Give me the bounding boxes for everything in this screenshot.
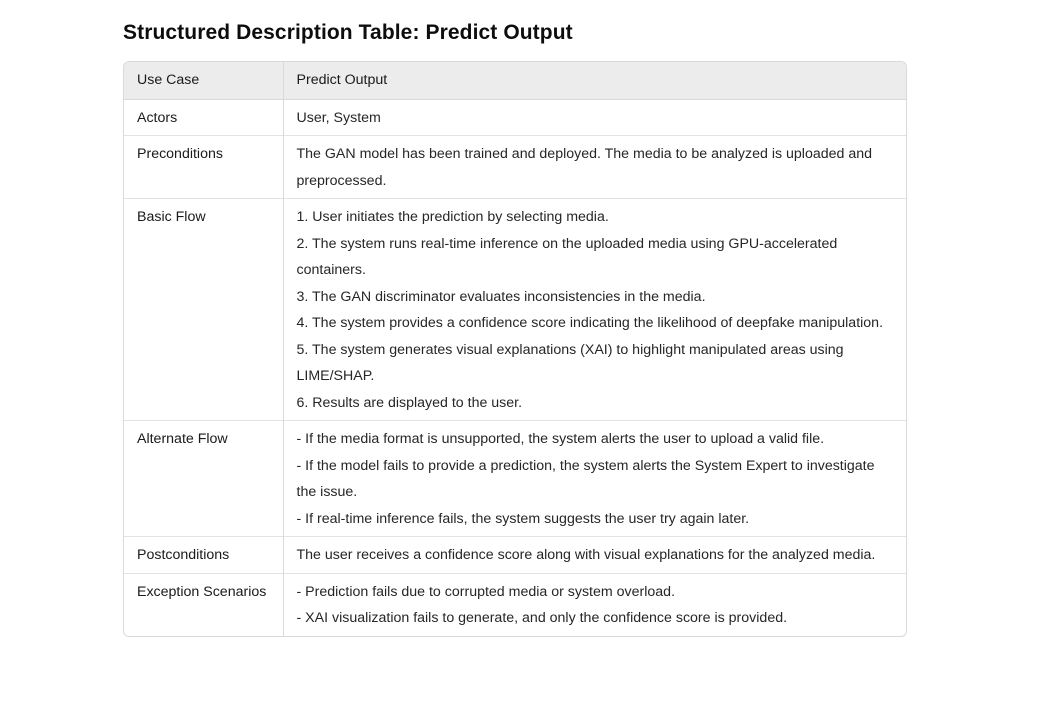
row-label-postconditions: Postconditions: [124, 537, 283, 574]
description-table: [123, 61, 907, 637]
table-row: [124, 136, 906, 199]
row-value-alternate-flow: [283, 421, 906, 537]
row-value-postconditions: [283, 537, 906, 574]
value-line: The GAN model has been trained and deployed. The media to be analyzed is uploaded and preprocessed.: [296, 146, 873, 189]
table-header-row: [124, 62, 906, 99]
value-line: - Prediction fails due to corrupted media or system overload.: [296, 583, 676, 600]
row-label-alternate-flow: Alternate Flow: [124, 421, 283, 537]
value-line: 4. The system provides a confidence score indicating the likelihood of deepfake manipulation.: [296, 315, 884, 331]
table-row: [124, 421, 906, 537]
table-row: [124, 537, 906, 574]
column-header-use-case: Use Case: [124, 62, 283, 99]
row-value-basic-flow: [283, 199, 906, 421]
value-line: - XAI visualization fails to generate, and only the confidence score is provided.: [296, 610, 788, 626]
table-row: [124, 573, 906, 636]
row-value-exception-scenarios: [283, 573, 906, 636]
value-line: - If the media format is unsupported, the system alerts the user to upload a valid file.: [296, 431, 825, 447]
row-label-exception-scenarios: Exception Scenarios: [124, 573, 283, 636]
value-line: 2. The system runs real-time inference on the uploaded media using GPU-accelerated containers.: [296, 235, 838, 278]
column-header-predict-output: Predict Output: [283, 62, 906, 99]
value-line: 6. Results are displayed to the user.: [296, 394, 523, 411]
row-label-actors: Actors: [137, 109, 178, 126]
row-value-preconditions: [283, 136, 906, 199]
value-line: - If real-time inference fails, the system suggests the user try again later.: [296, 510, 750, 527]
row-value-actors: [283, 99, 906, 136]
value-line: The user receives a confidence score along with visual explanations for the analyzed media.: [296, 547, 876, 563]
table-row: [124, 99, 906, 136]
value-line: 5. The system generates visual explanations (XAI) to highlight manipulated areas using LIME/SHAP.: [296, 341, 844, 384]
row-label-basic-flow: Basic Flow: [124, 199, 283, 421]
value-line: 1. User initiates the prediction by selecting media.: [296, 209, 609, 225]
row-label-preconditions: Preconditions: [124, 136, 283, 199]
value-line: User, System: [296, 109, 381, 126]
page-title: Structured Description Table: Predict Output: [123, 21, 573, 44]
value-line: - If the model fails to provide a prediction, the system alerts the System Expert to investigate the issue.: [296, 457, 875, 500]
value-line: 3. The GAN discriminator evaluates inconsistencies in the media.: [296, 288, 706, 305]
table-row: [124, 199, 906, 421]
